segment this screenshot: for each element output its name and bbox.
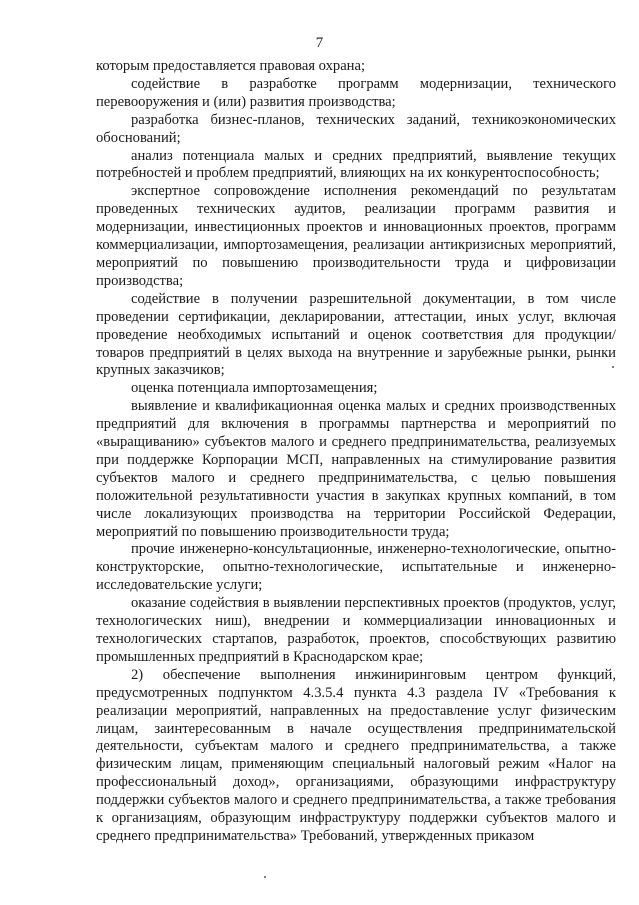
paragraph: содействие в разработке программ модернизации, технического перевооружения и (или) развития производства; xyxy=(96,75,616,110)
scan-speck xyxy=(612,366,614,368)
paragraph: прочие инженерно-консультационные, инженерно-технологические, опытно-конструкторские, опытно-технологические, испытательные и инженерно-исследовательские услуги; xyxy=(96,541,616,594)
page-number: 7 xyxy=(315,35,324,51)
paragraph: 2) обеспечение выполнения инжиниринговым центром функций, предусмотренных подпунктом 4.3.5.4 пункта 4.3 раздела IV «Требования к реализации мероприятий, направленных на предоставление услуг физическим лицам, заинтересованным в начале осуществления предпринимательской деятельности, субъектам малого и среднего предпринимательства, а также физическим лицам, применяющим специальный налоговый режим «Налог на профессиональный доход», организациями, образующими инфраструктуру поддержки субъектов малого и среднего предпринимательства, а также требования к организациям, образующим инфраструктуру поддержки субъектов малого и среднего предпринимательства» Требований, утвержденных приказом xyxy=(96,666,616,844)
paragraph: оказание содействия в выявлении перспективных проектов (продуктов, услуг, технологических ниш), внедрении и коммерциализации инновационных и технологических стартапов, разработок, проектов, способствующих развитию промышленных предприятий в Краснодарском крае; xyxy=(96,595,616,665)
paragraph: разработка бизнес-планов, технических заданий, техникоэкономических обоснований; xyxy=(96,111,616,146)
paragraph: которым предоставляется правовая охрана; xyxy=(96,58,366,74)
body-text xyxy=(96,58,616,846)
paragraph: выявление и квалификационная оценка малых и средних производственных предприятий для включения в программы партнерства и мероприятий по «выращиванию» субъектов малого и среднего предпринимательства, реализуемых при поддержке Корпорации МСП, направленных на стимулирование развития субъектов малого и среднего предпринимательства, с целью повышения положительной результативности участия в закупках крупных компаний, в том числе локализующих производства на территории Российской Федерации, мероприятий по повышению производительности труда; xyxy=(96,398,616,540)
scan-speck xyxy=(264,876,266,878)
paragraph: анализ потенциала малых и средних предприятий, выявление текущих потребностей и проблем предприятий, влияющих на их конкурентоспособность; xyxy=(96,147,616,182)
paragraph: экспертное сопровождение исполнения рекомендаций по результатам проведенных технических аудитов, реализации программ развития и модернизации, инвестиционных проектов и инновационных проектов, программ коммерциализации, импортозамещения, реализации антикризисных мероприятий, мероприятий по повышению производительности труда и цифровизации производства; xyxy=(96,183,616,289)
paragraph: содействие в получении разрешительной документации, в том числе проведении сертификации, декларировании, аттестации, иных услуг, включая проведение необходимых испытаний и оценок соответствия для продукции/товаров предприятий в целях выхода на внутренние и зарубежные рынки, рынки крупных заказчиков; xyxy=(96,290,616,379)
paragraph: оценка потенциала импортозамещения; xyxy=(131,380,378,397)
